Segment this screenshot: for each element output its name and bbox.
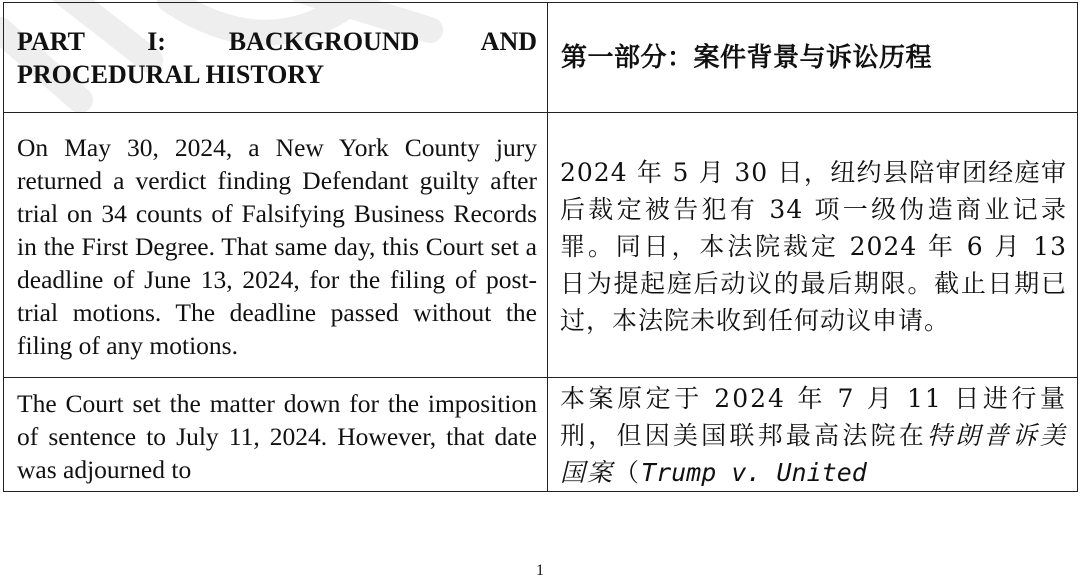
chinese-heading: 第一部分：案件背景与诉讼历程 <box>548 3 1078 113</box>
chinese-paragraph <box>548 378 1077 491</box>
chinese-cell <box>548 378 1078 492</box>
english-cell <box>4 113 548 378</box>
english-paragraph: On May 30, 2024, a New York County jury returned a verdict finding Defendant guilty after trial on 34 counts of Falsifying Business Records in the First Degree. That same day, this Court set a deadline of June 13, 2024, for the filing of post-trial motions. The deadline passed without the filing of any motions. <box>17 133 537 360</box>
bilingual-table <box>3 2 1078 492</box>
english-heading-line-2: PROCEDURAL HISTORY <box>17 59 325 89</box>
case-name-latin: Trump v. United <box>641 458 867 487</box>
table-row <box>4 113 1078 378</box>
page-number: 1 <box>536 562 544 579</box>
chinese-text-after: （ <box>614 458 642 487</box>
case-name-chinese: 特朗普诉美国案 <box>560 421 1067 487</box>
chinese-cell <box>548 113 1078 378</box>
table-row <box>4 378 1078 492</box>
chinese-text-before: 本案原定于 2024 年 7 月 11 日进行量刑，但因美国联邦最高法院在 <box>560 384 1067 450</box>
english-heading-line-1: PART I: BACKGROUND AND <box>17 26 537 56</box>
english-paragraph: The Court set the matter down for the imposition of sentence to July 11, 2024. However, that date was adjourned to <box>17 389 537 484</box>
english-heading <box>4 3 548 113</box>
english-cell <box>4 378 548 492</box>
header-row <box>4 3 1078 113</box>
chinese-paragraph: 2024 年 5 月 30 日，纽约县陪审团经庭审后裁定被告犯有 34 项一级伪造商业记录罪。同日，本法院裁定 2024 年 6 月 13 日为提起庭后动议的最后期限。截止日期已过，本法院未收到任何动议申请。 <box>560 157 1067 335</box>
